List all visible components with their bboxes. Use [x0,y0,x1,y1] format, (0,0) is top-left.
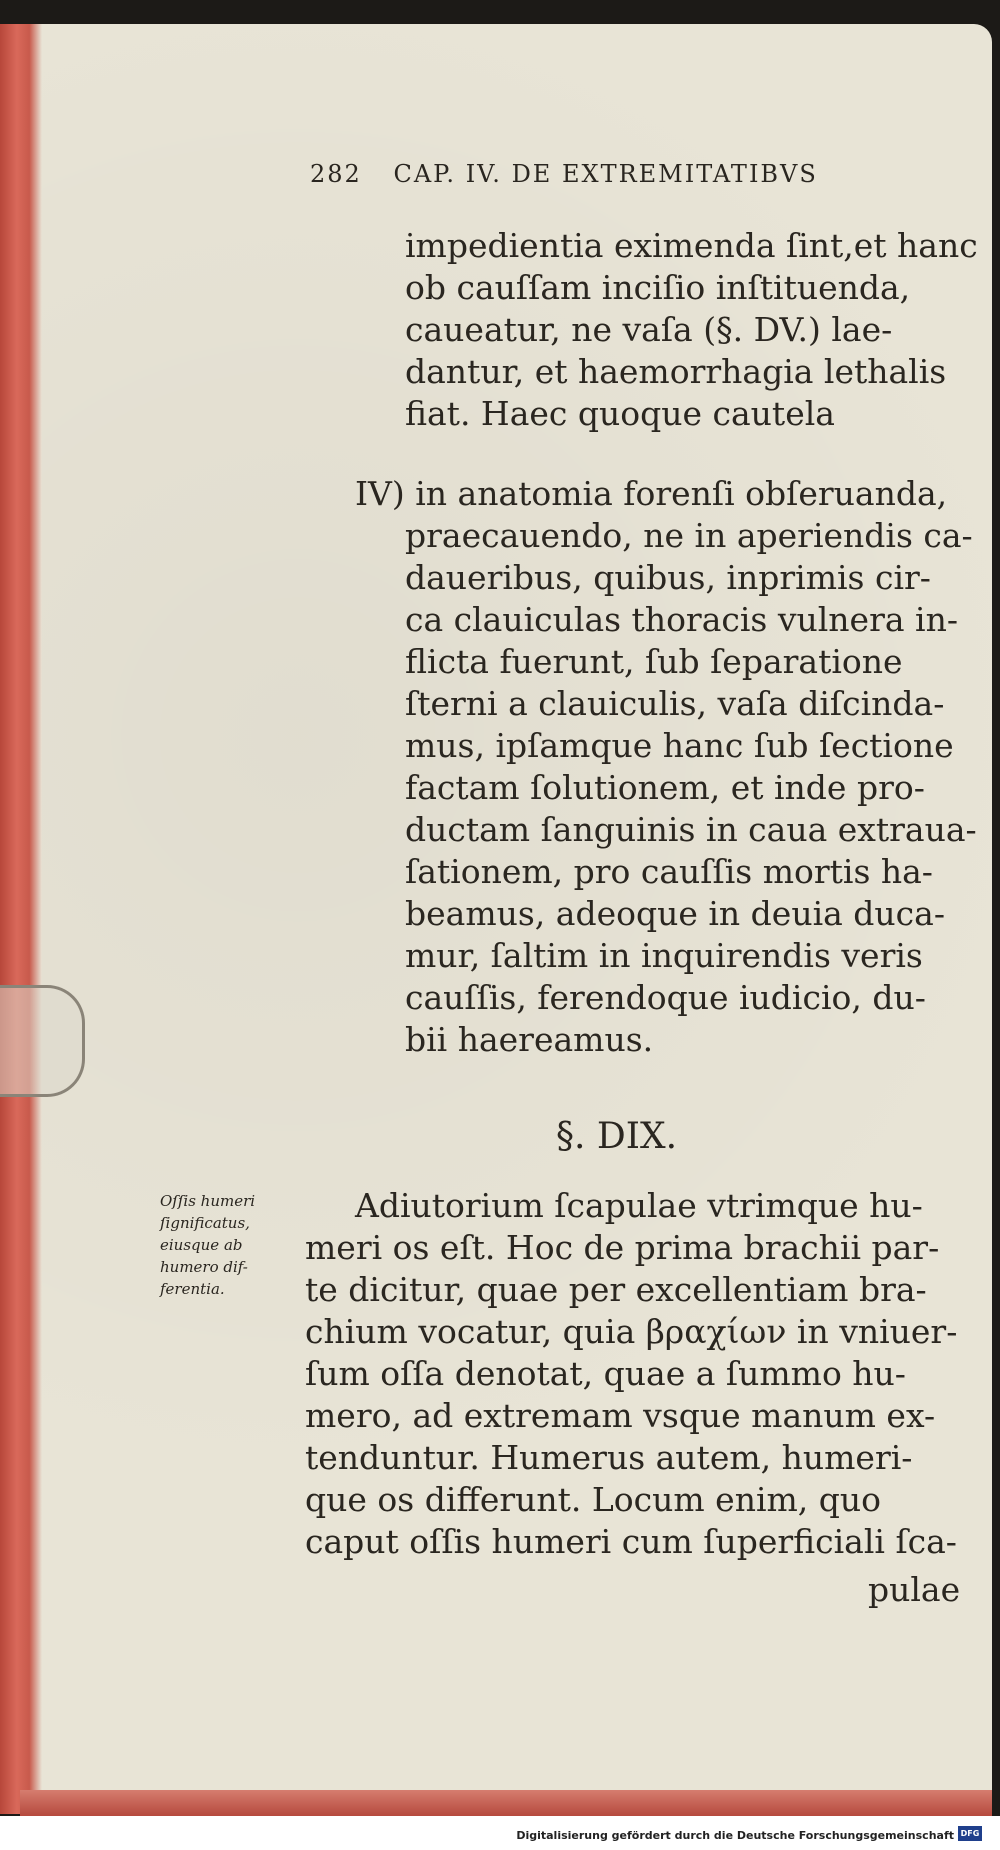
running-title: CAP. IV. DE EXTREMITATIBVS [393,160,818,188]
text-line: tenduntur. Humerus autem, humeri- [305,1438,913,1477]
footer-credit: Digitalisierung gefördert durch die Deutsche Forschungsgemeinschaft [516,1829,954,1842]
text-line: praecauendo, ne in aperiendis ca- [405,516,973,555]
text-line: caput oſſis humeri cum ſuperficiali ſca- [305,1522,957,1561]
text-line: factam ſolutionem, et inde pro- [405,768,925,807]
page-clip [0,985,85,1097]
text-line: bii haereamus. [405,1020,654,1059]
text-line: mur, ſaltim in inquirendis veris [405,936,923,975]
text-line: IV) in anatomia forenſi obſeruanda, [355,474,948,513]
text-line: impedientia eximenda ſint,et hanc [405,226,978,265]
text-line: mus, ipſamque hanc ſub ſectione [405,726,954,765]
text-line: te dicitur, quae per excellentiam bra- [305,1270,927,1309]
section-title: §. DIX. [556,1116,678,1157]
text-line: chium vocatur, quia βραχίων in vniuer- [305,1312,958,1351]
text-line: meri os eſt. Hoc de prima brachii par- [305,1228,940,1267]
text-line: Adiutorium ſcapulae vtrimque hu- [355,1186,923,1225]
text-line: ſationem, pro cauſſis mortis ha- [405,852,933,891]
catchword: pulae [868,1570,961,1609]
page-left-edge [0,24,42,1814]
text-line: caueatur, ne vaſa (§. DV.) lae- [405,310,893,349]
text-line: cauſſis, ferendoque iudicio, du- [405,978,926,1017]
text-line: ob cauſſam inciſio inſtituenda, [405,268,911,307]
text-line: daueribus, quibus, inprimis cir- [405,558,931,597]
text-line: beamus, adeoque in deuia duca- [405,894,945,933]
running-head [310,160,910,188]
page-number: 282 [310,160,362,188]
text-line: que os differunt. Locum enim, quo [305,1480,882,1519]
text-line: mero, ad extremam vsque manum ex- [305,1396,936,1435]
text-line: ca clauiculas thoracis vulnera in- [405,600,958,639]
margin-note-line: eiusque ab [160,1236,243,1254]
text-line: fiat. Haec quoque cautela [405,394,835,433]
page-bottom-edge [20,1790,992,1816]
dfg-logo: DFG [958,1826,982,1841]
text-line: ſterni a clauiculis, vaſa diſcinda- [405,684,945,723]
margin-note-line: ferentia. [160,1280,225,1298]
text-line: ductam ſanguinis in caua extraua- [405,810,977,849]
text-line: flicta fuerunt, ſub ſeparatione [405,642,903,681]
margin-note-line: humero dif- [160,1258,248,1276]
margin-note-line: ſignificatus, [160,1214,250,1232]
text-line: dantur, et haemorrhagia lethalis [405,352,947,391]
text-line: ſum oſſa denotat, quae a ſummo hu- [305,1354,906,1393]
margin-note-line: Oſſis humeri [160,1192,256,1210]
